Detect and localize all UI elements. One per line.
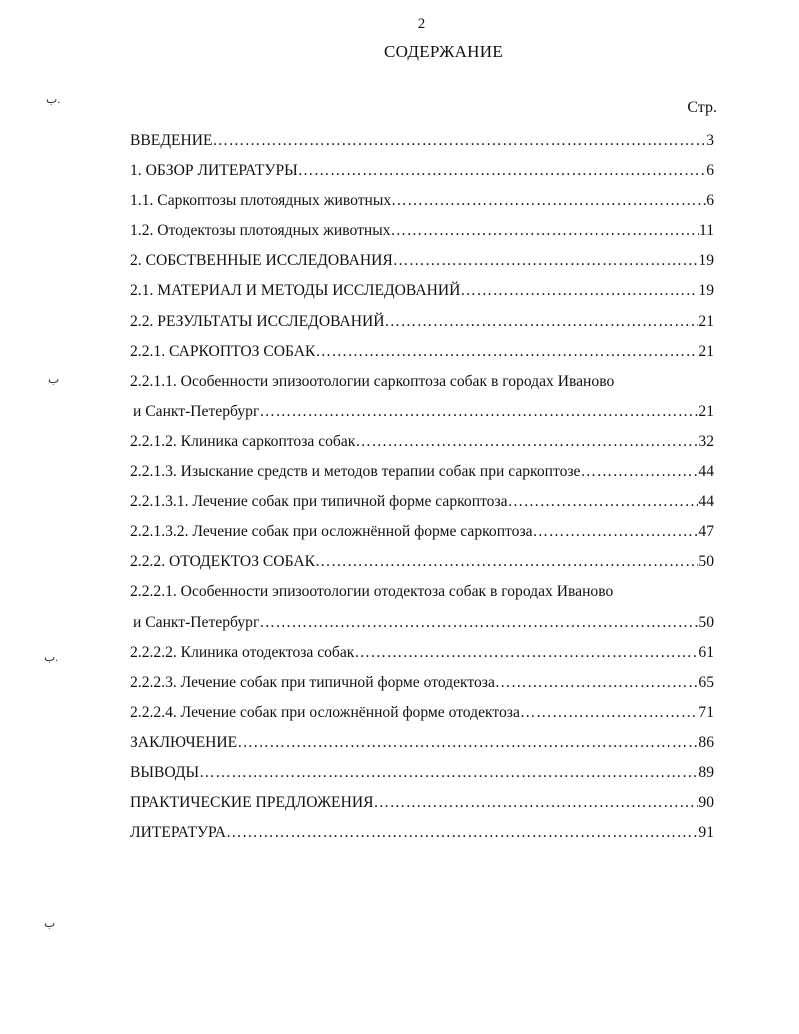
toc-entry-title: 2.2.1.3.1. Лечение собак при типичной форме саркоптоза [130, 493, 508, 511]
dot-leader [374, 788, 699, 818]
toc-entry-page: 19 [698, 282, 714, 300]
dot-leader [259, 608, 698, 638]
dot-leader [580, 457, 698, 487]
toc-entry-title: и Санкт-Петербург [133, 402, 260, 420]
scan-mark: ب [44, 916, 56, 930]
toc-entry [130, 246, 714, 276]
toc-entry [130, 216, 714, 246]
toc-entry-title: 2.2.2.4. Лечение собак при осложнённой форме отодектоза [130, 703, 520, 721]
toc-entry-page: 89 [698, 763, 714, 781]
toc-entry [130, 728, 714, 758]
toc-entry-page: 86 [698, 733, 714, 751]
dot-leader [213, 126, 707, 156]
toc-entry [130, 367, 714, 397]
toc-entry [130, 307, 714, 337]
toc-entry-page: 44 [698, 463, 714, 481]
toc-entry-title: ПРАКТИЧЕСКИЕ ПРЕДЛОЖЕНИЯ [130, 794, 374, 812]
toc-entry-title: и Санкт-Петербург [133, 613, 260, 631]
toc-entry [130, 668, 714, 698]
dot-leader [391, 186, 706, 216]
dot-leader [237, 728, 698, 758]
page-number: 2 [417, 16, 426, 32]
toc-entry [130, 337, 714, 367]
dot-leader [226, 818, 698, 848]
dot-leader [385, 307, 699, 337]
toc-entry [130, 547, 714, 577]
toc-entry [130, 698, 714, 728]
toc-entry-page: 21 [698, 312, 714, 330]
toc-entry-title: 2.2. РЕЗУЛЬТАТЫ ИССЛЕДОВАНИЙ [130, 312, 385, 330]
toc-entry [130, 638, 714, 668]
dot-leader [315, 547, 698, 577]
toc-entry-title: 2.1. МАТЕРИАЛ И МЕТОДЫ ИССЛЕДОВАНИЙ [130, 282, 461, 300]
toc-entry [130, 427, 714, 457]
scan-mark: ب‌. [46, 92, 61, 106]
scan-mark: ب‌. [44, 650, 59, 664]
toc-entry-title: ВЫВОДЫ [130, 763, 200, 781]
toc-entry-title: 2.2.2.2. Клиника отодектоза собак [130, 643, 355, 661]
toc-entry [130, 156, 714, 186]
toc-entry-title: 1.2. Отодектозы плотоядных животных [130, 222, 391, 240]
toc-entry-page: 21 [698, 342, 714, 360]
dot-leader [315, 337, 698, 367]
toc-entry-page: 44 [698, 493, 714, 511]
dot-leader [520, 698, 699, 728]
toc-entry-page: 65 [698, 673, 714, 691]
toc-entry-page: 71 [698, 703, 714, 721]
toc-entry-title: 2.2.2.1. Особенности эпизоотологии отодектоза собак в городах Иваново [130, 583, 614, 601]
toc-entry-title: 2. СОБСТВЕННЫЕ ИССЛЕДОВАНИЯ [130, 252, 393, 270]
dot-leader [460, 276, 698, 306]
toc-entry [130, 397, 714, 427]
toc-entry [130, 126, 714, 156]
toc-entry [130, 758, 714, 788]
dot-leader [199, 758, 698, 788]
toc-entry-page: 50 [698, 613, 714, 631]
toc-entry-title: 1.1. Саркоптозы плотоядных животных [130, 192, 392, 210]
dot-leader [298, 156, 706, 186]
toc-entry [130, 608, 714, 638]
page-title: СОДЕРЖАНИЕ [383, 42, 504, 61]
toc-entry-page: 19 [698, 252, 714, 270]
toc-entry-page: 47 [698, 523, 714, 541]
toc-entry [130, 818, 714, 848]
toc-entry-title: ЛИТЕРАТУРА [130, 824, 226, 842]
toc-entry-page: 6 [706, 162, 714, 180]
dot-leader [393, 246, 699, 276]
toc-entry-title: 2.2.1.1. Особенности эпизоотологии саркоптоза собак в городах Иваново [130, 372, 615, 390]
toc-entry-page: 21 [698, 402, 714, 420]
toc-entry [130, 517, 714, 547]
toc-entry-page: 50 [698, 553, 714, 571]
toc-entry-title: 2.2.1.3. Изыскание средств и методов терапии собак при саркоптозе [130, 463, 581, 481]
toc-entry-title: 2.2.2.3. Лечение собак при типичной форме отодектоза [130, 673, 495, 691]
dot-leader [533, 517, 699, 547]
toc-entry-title: 2.2.1.2. Клиника саркоптоза собак [130, 432, 356, 450]
toc-entry-page: 6 [706, 192, 714, 210]
dot-leader [354, 638, 698, 668]
dot-leader [508, 487, 699, 517]
toc-entry-page: 32 [698, 432, 714, 450]
toc-entry-page: 11 [698, 222, 714, 240]
toc-entry-title: ЗАКЛЮЧЕНИЕ [130, 733, 238, 751]
toc-entry [130, 577, 714, 607]
toc-entry-title: 2.2.2. ОТОДЕКТОЗ СОБАК [130, 553, 315, 571]
toc-entry-page: 91 [698, 824, 714, 842]
toc-entry-title: 2.2.1. САРКОПТОЗ СОБАК [130, 342, 316, 360]
dot-leader [495, 668, 699, 698]
scan-mark: ب [48, 372, 60, 386]
toc-entry-title: 1. ОБЗОР ЛИТЕРАТУРЫ [130, 162, 298, 180]
dot-leader [355, 427, 698, 457]
toc-entry [130, 457, 714, 487]
toc-entry-page: 61 [698, 643, 714, 661]
toc-entry-title: ВВЕДЕНИЕ [130, 132, 213, 149]
dot-leader [259, 397, 698, 427]
page-column-label: Стр. [687, 99, 717, 116]
toc-entry-page: 3 [706, 132, 714, 149]
toc-entry [130, 788, 714, 818]
dot-leader [391, 216, 699, 246]
toc-entry [130, 276, 714, 306]
toc-entry-title: 2.2.1.3.2. Лечение собак при осложнённой форме саркоптоза [130, 523, 533, 541]
toc-entry [130, 487, 714, 517]
table-of-contents [130, 126, 714, 848]
toc-entry-page: 90 [698, 794, 714, 812]
toc-entry [130, 186, 714, 216]
